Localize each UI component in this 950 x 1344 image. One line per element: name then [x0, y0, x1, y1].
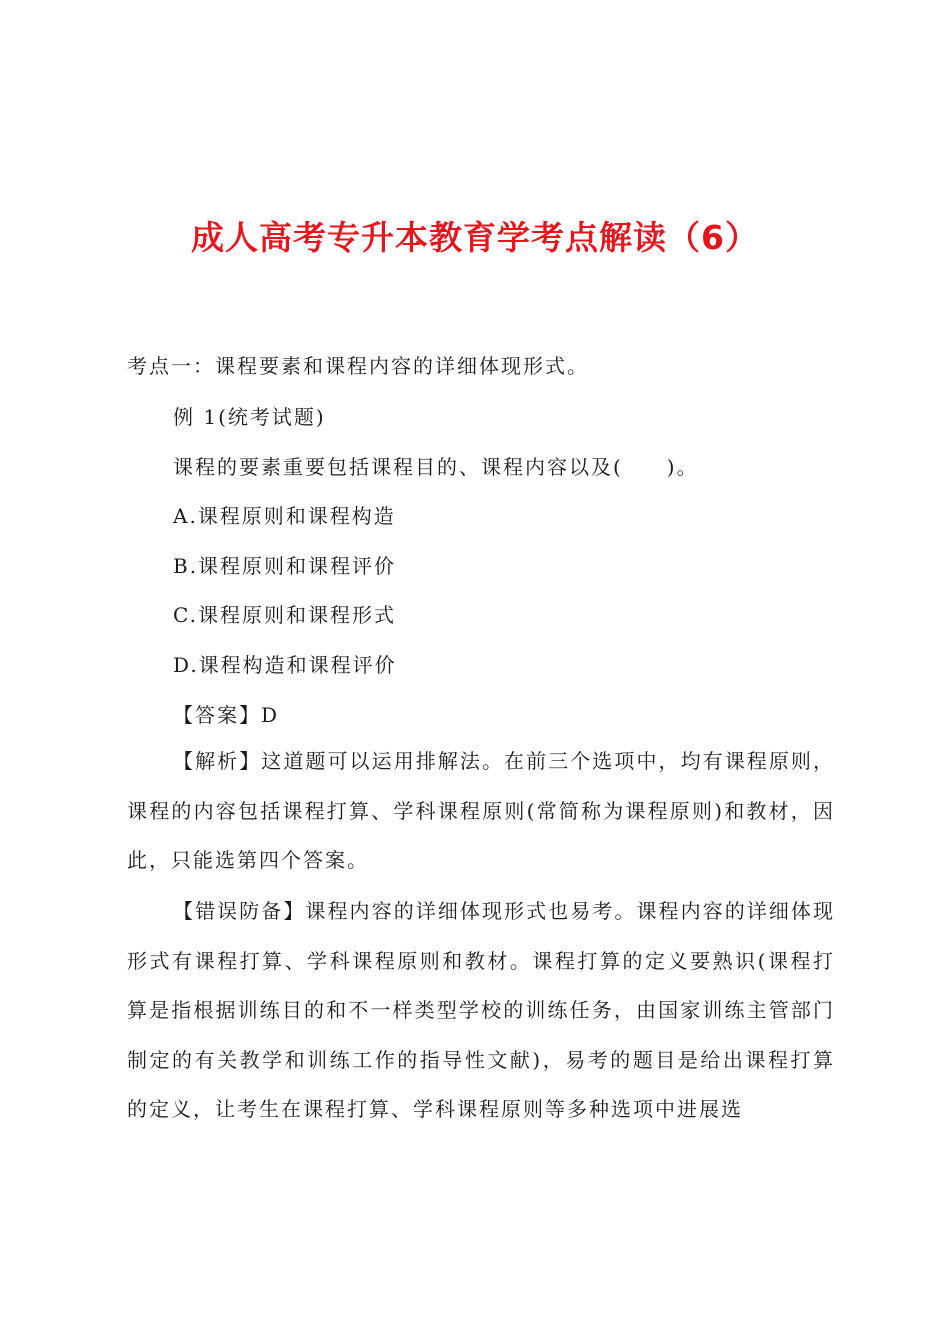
answer-text: 【答案】D — [173, 703, 280, 727]
option-a: A.课程原则和课程构造 — [173, 504, 396, 528]
option-d: D.课程构造和课程评价 — [173, 653, 397, 677]
document-title: 成人高考专升本教育学考点解读（6） — [191, 218, 759, 257]
analysis-paragraph: 【解析】这道题可以运用排解法。在前三个选项中，均有课程原则，课程的内容包括课程打算、学科课程原则(常简称为课程原则)和教材，因此，只能选第四个答案。 — [127, 749, 835, 872]
exam-point-heading: 考点一：课程要素和课程内容的详细体现形式。 — [127, 354, 589, 378]
option-c: C.课程原则和课程形式 — [173, 603, 396, 627]
example-label: 例 1(统考试题) — [173, 405, 326, 429]
error-prevention-paragraph: 【错误防备】课程内容的详细体现形式也易考。课程内容的详细体现形式有课程打算、学科课程原则和教材。课程打算的定义要熟识(课程打算是指根据训练目的和不一样类型学校的训练任务，由国家训练主管部门制定的有关教学和训练工作的指导性文献)，易考的题目是给出课程打算的定义，让考生在课程打算、学科课程原则等多种选项中进展选 — [127, 899, 835, 1121]
question-text: 课程的要素重要包括课程目的、课程内容以及( )。 — [173, 455, 699, 479]
option-b: B.课程原则和课程评价 — [173, 554, 397, 578]
